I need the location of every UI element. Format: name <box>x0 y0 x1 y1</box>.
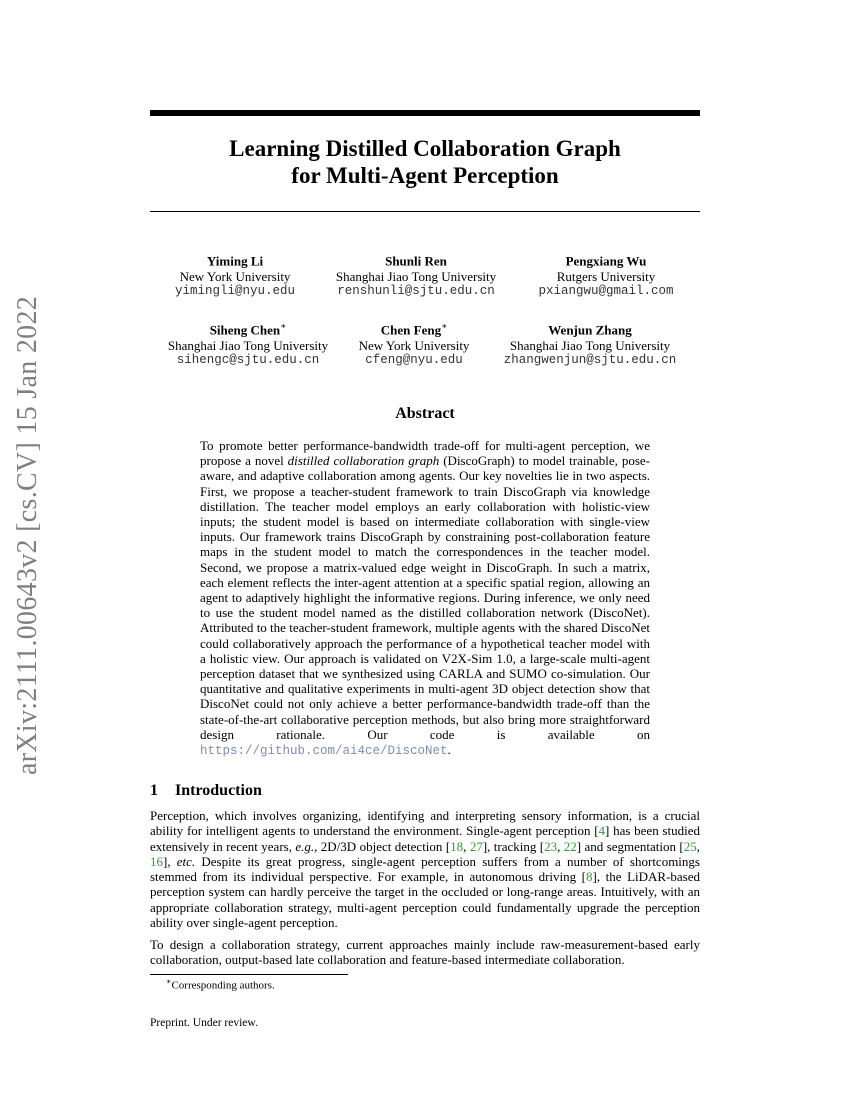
citation-link[interactable]: 8 <box>586 869 593 885</box>
author-affiliation: Shanghai Jiao Tong University <box>335 268 497 284</box>
author-block <box>319 319 509 369</box>
author-email[interactable]: cfeng@nyu.edu <box>365 353 463 368</box>
author-affiliation: Shanghai Jiao Tong University <box>509 337 671 353</box>
title-top-rule <box>150 110 700 116</box>
title-line-2: for Multi-Agent Perception <box>291 163 559 188</box>
code-link[interactable]: https://github.com/ai4ce/DiscoNet <box>200 744 448 759</box>
footnote-rule <box>150 974 348 975</box>
title-line-1: Learning Distilled Collaboration Graph <box>229 136 621 161</box>
author-name: Wenjun Zhang <box>548 322 632 338</box>
author-block <box>140 250 330 300</box>
title-bottom-rule <box>150 211 700 212</box>
author-email[interactable]: pxiangwu@gmail.com <box>538 284 674 299</box>
author-name: Shunli Ren <box>385 253 447 269</box>
author-name: Pengxiang Wu <box>565 253 647 269</box>
author-email[interactable]: sihengc@sjtu.edu.cn <box>176 353 320 368</box>
author-block <box>153 319 343 369</box>
author-block <box>321 250 511 300</box>
section-number: 1 <box>150 782 158 799</box>
section-title: Introduction <box>175 782 262 799</box>
author-email[interactable]: zhangwenjun@sjtu.edu.cn <box>503 353 677 368</box>
abstract-heading: Abstract <box>395 405 455 422</box>
intro-paragraph-2: To design a collaboration strategy, current approaches mainly include raw-measurement-based early collaboration, output-based late collaboration and feature-based intermediate collaboration. <box>150 937 700 968</box>
author-name: Chen Feng∗ <box>380 321 448 338</box>
author-affiliation: Rutgers University <box>556 268 656 284</box>
paper-title <box>150 135 700 189</box>
author-name: Yiming Li <box>206 253 264 269</box>
author-affiliation: New York University <box>358 337 470 353</box>
author-email[interactable]: renshunli@sjtu.edu.cn <box>337 284 495 299</box>
author-affiliation: New York University <box>179 268 291 284</box>
emphasized-term: distilled collaboration graph <box>287 453 440 469</box>
section-heading <box>150 782 700 800</box>
arxiv-identifier: arXiv:2111.00643v2 [cs.CV] 15 Jan 2022 <box>12 295 43 775</box>
author-affiliation: Shanghai Jiao Tong University <box>167 337 329 353</box>
citation-link[interactable]: 4 <box>598 823 606 839</box>
author-block <box>495 319 685 369</box>
author-email[interactable]: yimingli@nyu.edu <box>174 284 296 299</box>
author-block <box>511 250 701 300</box>
author-name: Siheng Chen∗ <box>209 321 287 338</box>
citation-link[interactable]: 25 <box>683 838 697 854</box>
intro-paragraph-1: Perception, which involves organizing, identifying and interpreting sensory information, is a crucial ability for intelligent agents to understand the environment. Single-agent perception [4] has been studied extensively in recent years, e.g., 2D/3D object detection [18, 27], tracking [23, 22] and segmentation [25, 16], etc. Despite its great progress, single-agent perception suffers from a number of shortcomings stemmed from its individual perspective. For example, in autonomous driving [8], the LiDAR-based perception system can hardly perceive the target in the occluded or long-range areas. Intuitively, with an appropriate collaboration strategy, multi-agent perception could fundamentally upgrade the perception ability over single-agent perception. <box>150 808 700 931</box>
abstract-body: To promote better performance-bandwidth trade-off for multi-agent perception, we propose a novel distilled collaboration graph (DiscoGraph) to model trainable, pose-aware, and adaptive collaboration among agents. Our key novelties lie in two aspects. First, we propose a teacher-student framework to train DiscoGraph via knowledge distillation. The teacher model employs an early collaboration with holistic-view inputs; the student model is based on intermediate collaboration with single-view inputs. Our framework trains DiscoGraph by constraining post-collaboration feature maps in the student model to match the correspondences in the teacher model. Second, we propose a matrix-valued edge weight in DiscoGraph. In such a matrix, each element reflects the inter-agent attention at a specific spatial region, allowing an agent to adaptively highlight the informative regions. During inference, we only need to use the student model named as the distilled collaboration network (DiscoNet). Attributed to the teacher-student framework, multiple agents with the shared DiscoNet could collaboratively approach the performance of a hypothetical teacher model with a holistic view. Our approach is validated on V2X-Sim 1.0, a large-scale multi-agent perception dataset that we synthesized using CARLA and SUMO co-simulation. Our quantitative and qualitative experiments in multi-agent 3D object detection show that DiscoNet could not only achieve a better performance-bandwidth trade-off than the state-of-the-art collaborative perception methods, but also bring more straightforward design rationale. Our code is available on https://github.com/ai4ce/DiscoNet. <box>200 438 650 759</box>
citation-link[interactable]: 22 <box>563 838 577 854</box>
citation-link[interactable]: 18 <box>450 838 464 854</box>
preprint-notice: Preprint. Under review. <box>150 1017 258 1029</box>
citation-link[interactable]: 16 <box>150 853 163 869</box>
footnote: ∗Corresponding authors. <box>166 977 275 992</box>
citation-link[interactable]: 27 <box>469 838 483 854</box>
citation-link[interactable]: 23 <box>544 838 558 854</box>
